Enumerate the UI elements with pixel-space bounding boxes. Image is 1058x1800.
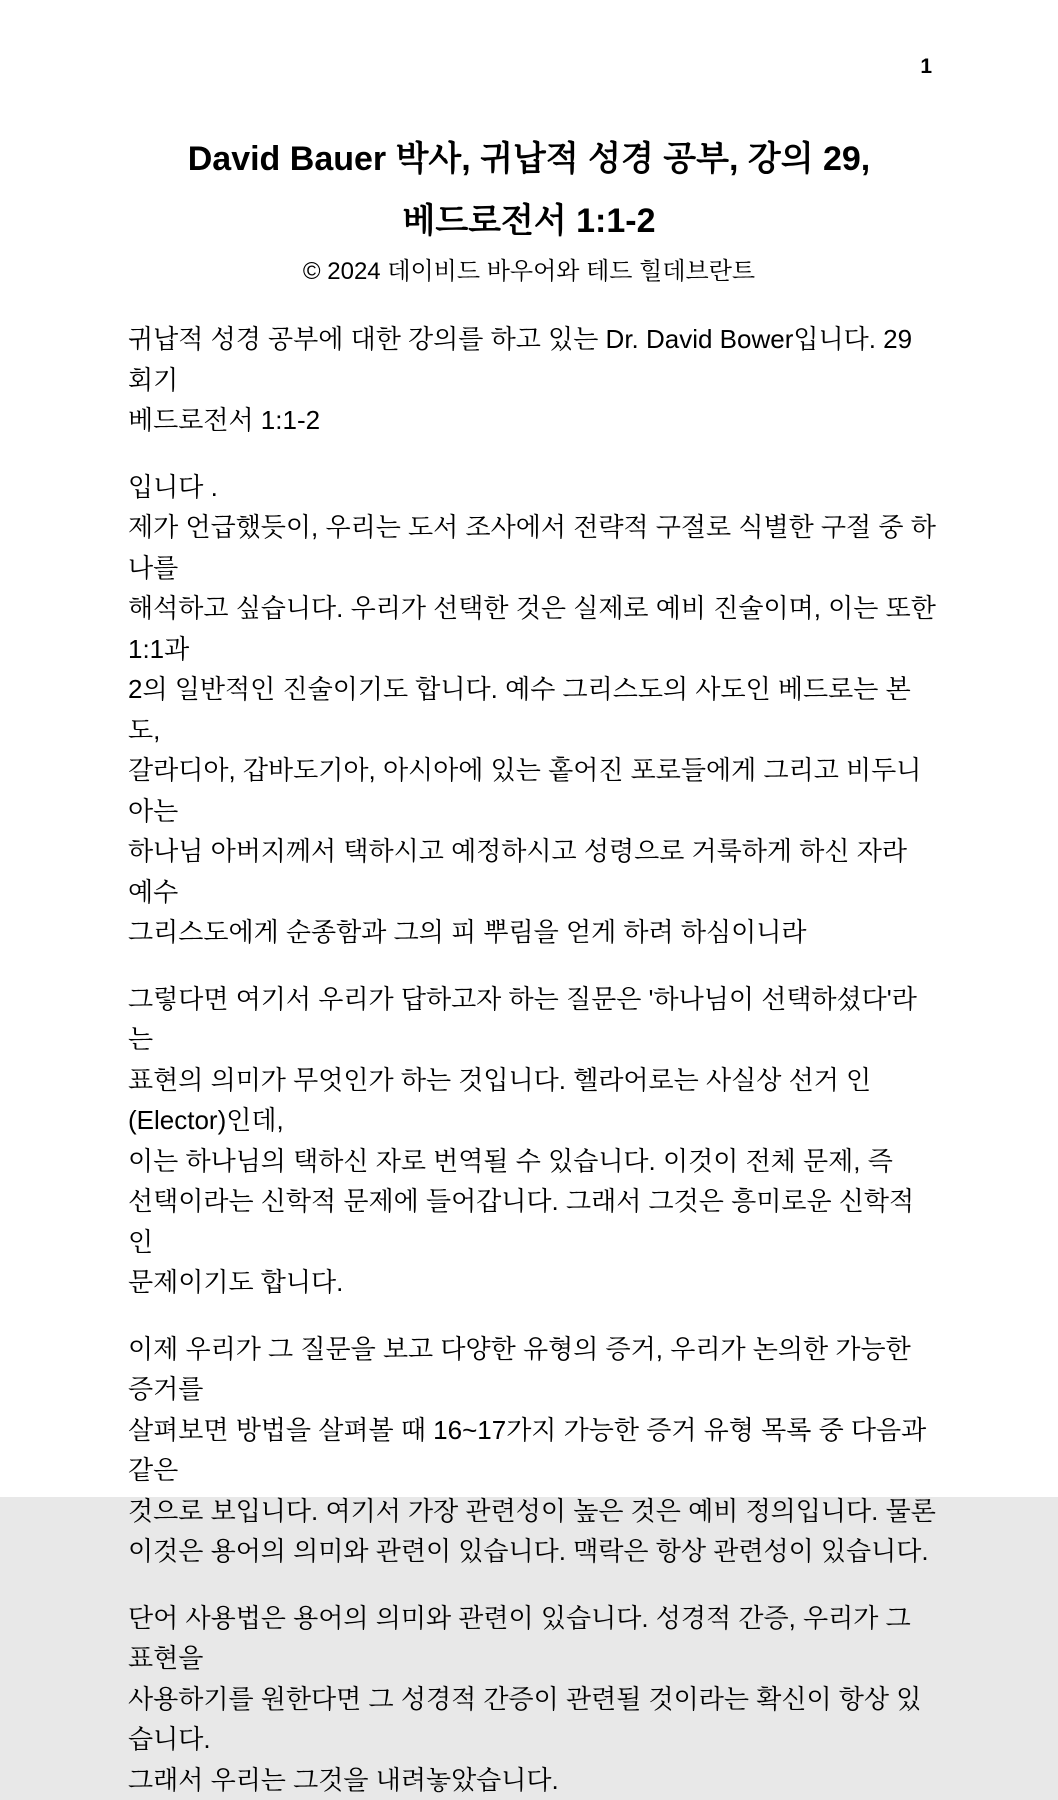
text-line: 선택이라는 신학적 문제에 들어갑니다. 그래서 그것은 흥미로운 신학적인 (128, 1181, 936, 1262)
text-line: 단어 사용법은 용어의 의미와 관련이 있습니다. 성경적 간증, 우리가 그 표현을 (128, 1598, 936, 1679)
text-line: 이제 우리가 그 질문을 보고 다양한 유형의 증거, 우리가 논의한 가능한 증거를 (128, 1329, 936, 1410)
text-line: 표현의 의미가 무엇인가 하는 것입니다. 헬라어로는 사실상 선거 인(Elector)인데, (128, 1060, 936, 1141)
text-line: 살펴보면 방법을 살펴볼 때 16~17가지 가능한 증거 유형 목록 중 다음과 같은 (128, 1410, 936, 1491)
text-line: 베드로전서 1:1-2 (128, 400, 936, 441)
text-line: 귀납적 성경 공부에 대한 강의를 하고 있는 Dr. David Bower입니다. 29회기 (128, 319, 936, 400)
text-line: 2의 일반적인 진술이기도 합니다. 예수 그리스도의 사도인 베드로는 본도, (128, 669, 936, 750)
page-header (0, 0, 1058, 80)
text-line: 제가 언급했듯이, 우리는 도서 조사에서 전략적 구절로 식별한 구절 중 하나를 (128, 507, 936, 588)
paragraph (128, 319, 936, 441)
copyright-line: © 2024 데이비드 바우어와 테드 힐데브란트 (0, 252, 1058, 292)
paragraph (128, 1598, 936, 1800)
text-line: 이것은 용어의 의미와 관련이 있습니다. 맥락은 항상 관련성이 있습니다. (128, 1531, 936, 1572)
document-body (128, 319, 936, 1800)
title-line-1: David Bauer 박사, 귀납적 성경 공부, 강의 29, (0, 128, 1058, 190)
paragraph (128, 467, 936, 953)
document-title (0, 128, 1058, 252)
text-line: 하나님 아버지께서 택하시고 예정하시고 성령으로 거룩하게 하신 자라 예수 (128, 831, 936, 912)
text-line: 것으로 보입니다. 여기서 가장 관련성이 높은 것은 예비 정의입니다. 물론 (128, 1491, 936, 1532)
page-number: 1 (920, 55, 932, 78)
title-line-2: 베드로전서 1:1-2 (0, 190, 1058, 252)
text-line: 이는 하나님의 택하신 자로 번역될 수 있습니다. 이것이 전체 문제, 즉 (128, 1141, 936, 1182)
text-line: 갈라디아, 갑바도기아, 아시아에 있는 홑어진 포로들에게 그리고 비두니아는 (128, 750, 936, 831)
text-line: 그렇다면 여기서 우리가 답하고자 하는 질문은 '하나님이 선택하셨다'라는 (128, 979, 936, 1060)
text-line: 그리스도에게 순종함과 그의 피 뿌림을 얻게 하려 하심이니라 (128, 912, 936, 953)
text-line: 그래서 우리는 그것을 내려놓았습니다. (128, 1760, 936, 1800)
paragraph (128, 979, 936, 1303)
text-line: 문제이기도 합니다. (128, 1262, 936, 1303)
text-line: 사용하기를 원한다면 그 성경적 간증이 관련될 것이라는 확신이 항상 있습니다. (128, 1679, 936, 1760)
text-line: 입니다 . (128, 467, 936, 508)
paragraph (128, 1329, 936, 1572)
text-line: 해석하고 싶습니다. 우리가 선택한 것은 실제로 예비 진술이며, 이는 또한 1:1과 (128, 588, 936, 669)
